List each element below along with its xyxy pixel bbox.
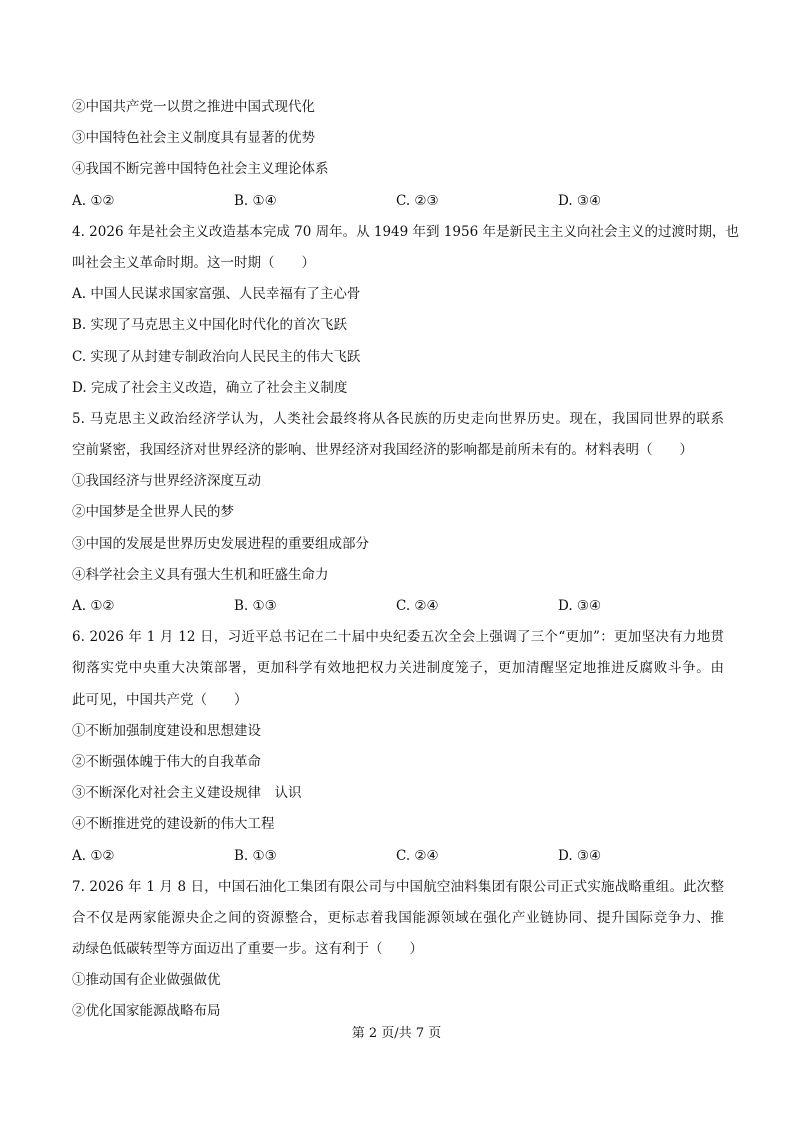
q6-item: ④不断推进党的建设新的伟大工程 [72,816,275,833]
q4-option-c: C. 实现了从封建专制政治向人民民主的伟大飞跃 [72,348,361,365]
q5-item: ②中国梦是全世界人民的梦 [72,504,234,521]
choice-b: B. ①③ [234,598,277,614]
choice-b: B. ①③ [234,847,277,864]
choice-a: A. ①② [72,847,115,864]
q6-choices [72,841,724,872]
choice-a: A. ①② [72,192,115,209]
exam-page [72,92,739,1028]
option-line: ③中国特色社会主义制度具有显著的优势 [72,130,315,147]
choice-d: D. ③④ [558,192,602,209]
question-6-stem: 此可见，中国共产党（ ） [72,691,248,708]
choice-a: A. ①② [72,598,115,614]
page-footer: 第 2 页/共 7 页 [351,1026,442,1041]
q4-option-d: D. 完成了社会主义改造，确立了社会主义制度 [72,379,348,396]
question-7-stem: 7. 2026 年 1 月 8 日，中国石油化工集团有限公司与中国航空油料集团有限公司正式实施战略重组。此次整 [72,878,724,895]
choice-c: C. ②④ [396,847,439,864]
question-7-stem: 合不仅是两家能源央企之间的资源整合，更标志着我国能源领域在强化产业链协同、提升国际竞争力、推 [72,909,724,926]
question-6-stem: 彻落实党中央重大决策部署，更加科学有效地把权力关进制度笼子，更加清醒坚定地推进反腐败斗争。由 [72,660,724,677]
question-5-stem: 5. 马克思主义政治经济学认为，人类社会最终将从各民族的历史走向世界历史。现在，我国同世界的联系 [72,410,724,427]
q4-option-a: A. 中国人民谋求国家富强、人民幸福有了主心骨 [72,286,361,303]
choice-d: D. ③④ [558,847,602,864]
choice-c: C. ②③ [396,192,439,209]
q5-item: ③中国的发展是世界历史发展进程的重要组成部分 [72,535,369,552]
option-line: ②中国共产党一以贯之推进中国式现代化 [72,99,315,115]
q7-item: ②优化国家能源战略布局 [72,1003,221,1020]
q6-item: ①不断加强制度建设和思想建设 [72,722,261,739]
q7-item: ①推动国有企业做强做优 [72,972,221,989]
q6-item: ③不断深化对社会主义建设规律 认识 [72,785,302,802]
q5-item: ①我国经济与世界经济深度互动 [72,473,261,490]
choice-c: C. ②④ [396,598,439,614]
question-4-stem: 叫社会主义革命时期。这一时期（ ） [72,254,315,271]
q5-choices [72,591,724,622]
choice-d: D. ③④ [558,598,602,614]
choice-b: B. ①④ [234,192,277,209]
option-line: ④我国不断完善中国特色社会主义理论体系 [72,161,329,178]
question-5-stem: 空前紧密，我国经济对世界经济的影响、世界经济对我国经济的影响都是前所未有的。材料表明（ ） [72,442,693,459]
question-4-stem: 4. 2026 年是社会主义改造基本完成 70 周年。从 1949 年到 1956 年是新民主主义向社会主义的过渡时期，也 [72,223,739,240]
question-7-stem: 动绿色低碳转型等方面迈出了重要一步。这有利于（ ） [72,941,423,958]
q5-item: ④科学社会主义具有强大生机和旺盛生命力 [72,566,329,583]
q4-option-b: B. 实现了马克思主义中国化时代化的首次飞跃 [72,317,348,334]
question-6-stem: 6. 2026 年 1 月 12 日，习近平总书记在二十届中央纪委五次全会上强调了三个“更加”：更加坚决有力地贯 [72,629,724,646]
q6-item: ②不断强体魄于伟大的自我革命 [72,753,261,770]
q3-choices [72,186,724,217]
